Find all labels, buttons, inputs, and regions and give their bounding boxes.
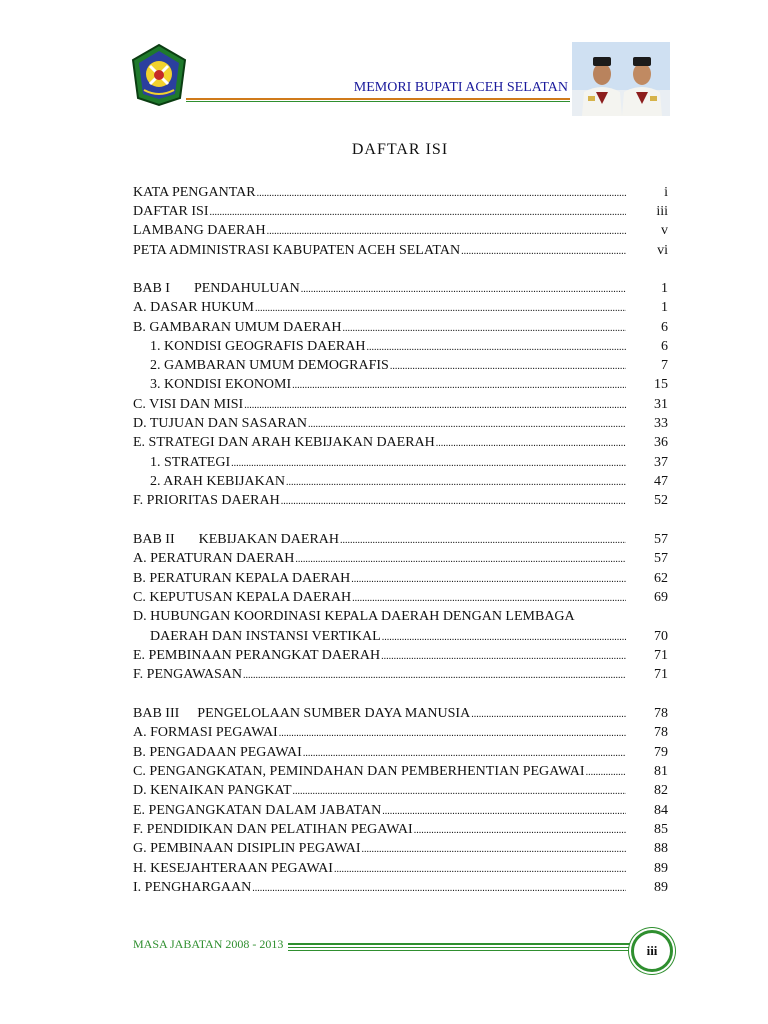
chapter-number: BAB II xyxy=(133,532,175,547)
toc-leader xyxy=(255,299,626,318)
toc-entry-peraturan-kepala-daerah[interactable] xyxy=(133,569,668,588)
toc-entry-page: 31 xyxy=(654,397,668,412)
toc-leader xyxy=(308,415,626,434)
toc-entry-arah-kebijakan[interactable] xyxy=(150,472,668,491)
toc-entry-label: KATA PENGANTAR xyxy=(133,185,256,200)
toc-leader xyxy=(281,492,626,511)
toc-entry-label: A. FORMASI PEGAWAI xyxy=(133,725,278,740)
toc-entry-page: 78 xyxy=(654,725,668,740)
regency-emblem-icon xyxy=(130,42,188,108)
chapter-number: BAB III xyxy=(133,706,180,721)
toc-entry-page: 7 xyxy=(661,358,668,373)
toc-entry-page: iii xyxy=(656,204,668,219)
toc-entry-label: D. KENAIKAN PANGKAT xyxy=(133,783,292,798)
toc-entry-daftar-isi[interactable] xyxy=(133,202,668,221)
toc-leader xyxy=(210,203,627,222)
toc-entry-label: E. PEMBINAAN PERANGKAT DAERAH xyxy=(133,648,381,663)
toc-entry-label: C. VISI DAN MISI xyxy=(133,397,244,412)
toc-leader xyxy=(381,647,626,666)
toc-entry-label: DAERAH DAN INSTANSI VERTIKAL xyxy=(150,629,381,644)
toc-entry-label: I. PENGHARGAAN xyxy=(133,880,252,895)
header-divider-green xyxy=(186,101,570,102)
toc-chapter-bab-3[interactable] xyxy=(133,704,668,723)
toc-leader xyxy=(286,473,626,492)
toc-leader xyxy=(471,705,626,724)
toc-entry-label: 3. KONDISI EKONOMI xyxy=(150,377,292,392)
toc-entry-pengangkatan-jabatan[interactable] xyxy=(133,801,668,820)
toc-leader xyxy=(244,396,626,415)
toc-chapter-bab-2[interactable] xyxy=(133,530,668,549)
toc-entry-kondisi-geografis[interactable] xyxy=(150,337,668,356)
toc-entry-label: C. KEPUTUSAN KEPALA DAERAH xyxy=(133,590,352,605)
toc-leader xyxy=(279,724,626,743)
toc-entry-label: E. STRATEGI DAN ARAH KEBIJAKAN DAERAH xyxy=(133,435,435,450)
document-title: MEMORI BUPATI ACEH SELATAN xyxy=(353,80,568,95)
toc-entry-page: 57 xyxy=(654,532,668,547)
toc-entry-page: 71 xyxy=(654,648,668,663)
toc-entry-page: vi xyxy=(657,243,668,258)
chapter-number: BAB I xyxy=(133,281,170,296)
officials-portrait-icon xyxy=(572,42,670,116)
toc-entry-pendidikan-pelatihan[interactable] xyxy=(133,820,668,839)
footer-divider xyxy=(288,947,632,948)
toc-chapter-bab-1[interactable] xyxy=(133,279,668,298)
toc-entry-page: 1 xyxy=(661,281,668,296)
toc-entry-pengadaan-pegawai[interactable] xyxy=(133,743,668,762)
chapter-title: KEBIJAKAN DAERAH xyxy=(198,532,340,547)
toc-entry-page: 84 xyxy=(654,803,668,818)
toc-leader xyxy=(293,782,626,801)
toc-leader xyxy=(362,840,626,859)
toc-leader xyxy=(252,879,626,898)
toc-entry-pengawasan[interactable] xyxy=(133,665,668,684)
toc-entry-page: 15 xyxy=(654,377,668,392)
toc-entry-formasi-pegawai[interactable] xyxy=(133,723,668,742)
toc-entry-kenaikan-pangkat[interactable] xyxy=(133,781,668,800)
toc-heading: DAFTAR ISI xyxy=(351,141,449,158)
toc-entry-page: 82 xyxy=(654,783,668,798)
toc-leader xyxy=(334,860,626,879)
toc-entry-page: 37 xyxy=(654,455,668,470)
toc-leader xyxy=(586,763,626,782)
toc-entry-kesejahteraan[interactable] xyxy=(133,859,668,878)
toc-entry-dasar-hukum[interactable] xyxy=(133,298,668,317)
toc-entry-tujuan-sasaran[interactable] xyxy=(133,414,668,433)
toc-entry-page: 79 xyxy=(654,745,668,760)
toc-entry-prioritas-daerah[interactable] xyxy=(133,491,668,510)
toc-entry-label: G. PEMBINAAN DISIPLIN PEGAWAI xyxy=(133,841,361,856)
toc-entry-page: 89 xyxy=(654,861,668,876)
toc-leader xyxy=(295,550,626,569)
toc-leader xyxy=(342,319,626,338)
toc-leader xyxy=(414,821,626,840)
toc-entry-pengangkatan-pemindahan[interactable] xyxy=(133,762,668,781)
toc-entry-page: v xyxy=(661,223,668,238)
toc-entry-label: B. PERATURAN KEPALA DAERAH xyxy=(133,571,351,586)
toc-entry-label: 1. STRATEGI xyxy=(150,455,231,470)
toc-leader xyxy=(303,744,626,763)
toc-entry-page: 62 xyxy=(654,571,668,586)
page-number-badge: iii xyxy=(631,930,673,972)
toc-entry-visi-misi[interactable] xyxy=(133,395,668,414)
toc-entry-label: DAFTAR ISI xyxy=(133,204,209,219)
toc-entry-label: C. PENGANGKATAN, PEMINDAHAN DAN PEMBERHENTIAN PEGAWAI xyxy=(133,764,585,779)
toc-entry-label: E. PENGANGKATAN DALAM JABATAN xyxy=(133,803,382,818)
toc-leader xyxy=(382,802,626,821)
toc-entry-page: 6 xyxy=(661,320,668,335)
toc-entry-label: F. PENGAWASAN xyxy=(133,667,242,682)
toc-entry-label: 1. KONDISI GEOGRAFIS DAERAH xyxy=(150,339,366,354)
toc-leader xyxy=(436,434,626,453)
toc-entry-page: 70 xyxy=(654,629,668,644)
toc-entry-label: D. TUJUAN DAN SASARAN xyxy=(133,416,307,431)
toc-entry-label: B. GAMBARAN UMUM DAERAH xyxy=(133,320,342,335)
toc-entry-page: 36 xyxy=(654,435,668,450)
toc-leader xyxy=(231,454,626,473)
toc-entry-label: B. PENGADAAN PEGAWAI xyxy=(133,745,302,760)
toc-entry-page: 6 xyxy=(661,339,668,354)
toc-leader xyxy=(257,184,626,203)
toc-entry-page: 57 xyxy=(654,551,668,566)
toc-entry-label: F. PENDIDIKAN DAN PELATIHAN PEGAWAI xyxy=(133,822,413,837)
toc-entry-penghargaan[interactable] xyxy=(133,878,668,897)
toc-leader xyxy=(292,376,626,395)
toc-entry-peta-administrasi[interactable] xyxy=(133,241,668,260)
toc-entry-strategi-arah[interactable] xyxy=(133,433,668,452)
toc-entry-hubungan-koordinasi[interactable]: D. HUBUNGAN KOORDINASI KEPALA DAERAH DENGAN LEMBAGA xyxy=(133,609,575,624)
toc-leader xyxy=(366,338,626,357)
header-divider xyxy=(186,98,570,100)
toc-entry-instansi-vertikal[interactable] xyxy=(150,627,668,646)
toc-entry-page: 78 xyxy=(654,706,668,721)
toc-leader xyxy=(243,666,626,685)
toc-entry-label: PETA ADMINISTRASI KABUPATEN ACEH SELATAN xyxy=(133,243,461,258)
toc-entry-page: 47 xyxy=(654,474,668,489)
toc-entry-page: 33 xyxy=(654,416,668,431)
footer-divider xyxy=(288,950,632,951)
toc-entry-pembinaan-disiplin[interactable] xyxy=(133,839,668,858)
toc-entry-page: 89 xyxy=(654,880,668,895)
toc-entry-pembinaan-perangkat[interactable] xyxy=(133,646,668,665)
toc-entry-page: 1 xyxy=(661,300,668,315)
toc-entry-gambaran-demografis[interactable] xyxy=(150,356,668,375)
toc-entry-kata-pengantar[interactable] xyxy=(133,183,668,202)
toc-entry-page: 69 xyxy=(654,590,668,605)
toc-leader xyxy=(340,531,626,550)
chapter-title: PENGELOLAAN SUMBER DAYA MANUSIA xyxy=(197,706,471,721)
toc-leader xyxy=(301,280,626,299)
toc-leader xyxy=(461,242,626,261)
toc-entry-page: 88 xyxy=(654,841,668,856)
toc-leader xyxy=(267,222,626,241)
toc-entry-label: F. PRIORITAS DAERAH xyxy=(133,493,280,508)
chapter-title: PENDAHULUAN xyxy=(193,281,300,296)
toc-entry-label: H. KESEJAHTERAAN PEGAWAI xyxy=(133,861,333,876)
toc-entry-label: A. PERATURAN DAERAH xyxy=(133,551,295,566)
toc-entry-gambaran-umum-daerah[interactable] xyxy=(133,318,668,337)
toc-leader xyxy=(390,357,626,376)
toc-leader xyxy=(382,628,626,647)
toc-entry-page: 71 xyxy=(654,667,668,682)
toc-entry-keputusan-kepala-daerah[interactable] xyxy=(133,588,668,607)
toc-entry-label: 2. ARAH KEBIJAKAN xyxy=(150,474,285,489)
toc-entry-label: LAMBANG DAERAH xyxy=(133,223,266,238)
toc-entry-label: 2. GAMBARAN UMUM DEMOGRAFIS xyxy=(150,358,389,373)
toc-entry-label: A. DASAR HUKUM xyxy=(133,300,254,315)
toc-entry-page: 81 xyxy=(654,764,668,779)
toc-entry-lambang-daerah[interactable] xyxy=(133,221,668,240)
footer-period: MASA JABATAN 2008 - 2013 xyxy=(133,937,284,951)
toc-entry-page: 52 xyxy=(654,493,668,508)
toc-entry-peraturan-daerah[interactable] xyxy=(133,549,668,568)
toc-entry-kondisi-ekonomi[interactable] xyxy=(150,375,668,394)
toc-entry-strategi[interactable] xyxy=(150,453,668,472)
footer-divider xyxy=(288,943,632,945)
toc-entry-page: i xyxy=(664,185,668,200)
toc-leader xyxy=(352,589,626,608)
toc-leader xyxy=(351,570,626,589)
toc-entry-page: 85 xyxy=(654,822,668,837)
